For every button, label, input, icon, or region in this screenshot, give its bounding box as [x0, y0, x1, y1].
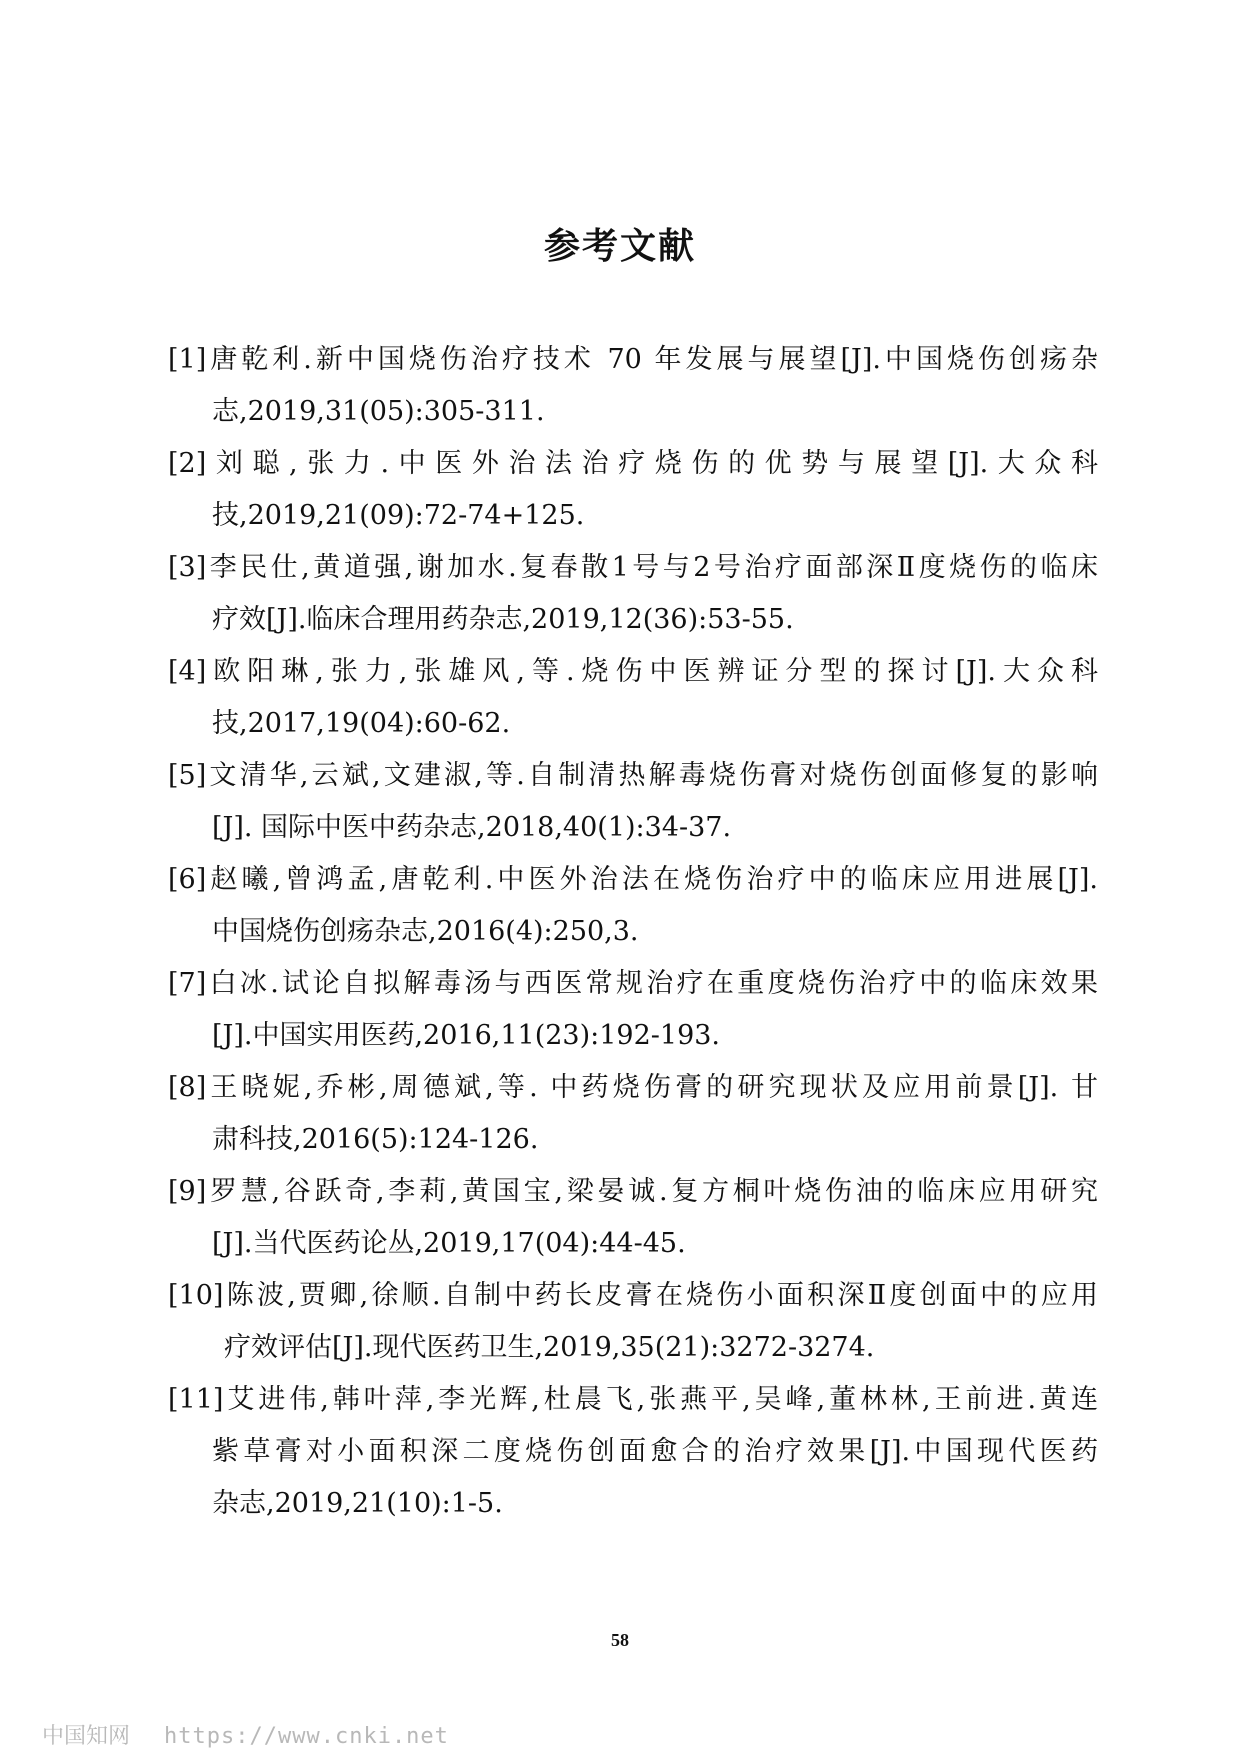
reference-line: [J].中国实用医药,2016,11(23):192-193.	[212, 1020, 721, 1051]
reference-line: [6]赵曦,曾鸿孟,唐乾利.中医外治法在烧伤治疗中的临床应用进展[J].	[168, 864, 1098, 895]
reference-line: 疗效评估[J].现代医药卫生,2019,35(21):3272-3274.	[224, 1332, 875, 1363]
reference-line: [8]王晓妮,乔彬,周德斌,等. 中药烧伤膏的研究现状及应用前景[J]. 甘	[168, 1072, 1098, 1103]
reference-item	[168, 646, 1098, 750]
reference-line: [4]欧阳琳,张力,张雄风,等.烧伤中医辨证分型的探讨[J].大众科	[168, 656, 1098, 687]
reference-item	[168, 1062, 1098, 1166]
watermark-url: https://www.cnki.net	[164, 1724, 449, 1749]
watermark	[42, 1719, 449, 1750]
reference-item	[168, 1270, 1098, 1374]
reference-line: [2]刘聪,张力.中医外治法治疗烧伤的优势与展望[J].大众科	[168, 448, 1098, 479]
reference-line: [5]文清华,云斌,文建淑,等.自制清热解毒烧伤膏对烧伤创面修复的影响	[168, 760, 1098, 791]
reference-list	[168, 334, 1098, 1530]
reference-line: [3]李民仕,黄道强,谢加水.复春散1号与2号治疗面部深Ⅱ度烧伤的临床	[168, 552, 1098, 583]
reference-line: 杂志,2019,21(10):1-5.	[212, 1488, 503, 1519]
reference-item	[168, 1374, 1098, 1530]
page-number: 58	[611, 1630, 629, 1650]
reference-item	[168, 334, 1098, 438]
reference-item	[168, 854, 1098, 958]
reference-line: 中国烧伤创疡杂志,2016(4):250,3.	[212, 916, 639, 947]
watermark-brand: 中国知网	[42, 1724, 131, 1749]
reference-line: [11]艾进伟,韩叶萍,李光辉,杜晨飞,张燕平,吴峰,董林林,王前进.黄连	[168, 1384, 1098, 1415]
reference-line: 疗效[J].临床合理用药杂志,2019,12(36):53-55.	[212, 604, 794, 635]
reference-line: [9]罗慧,谷跃奇,李莉,黄国宝,梁晏诚.复方桐叶烧伤油的临床应用研究	[168, 1176, 1098, 1207]
reference-line: [J]. 国际中医中药杂志,2018,40(1):34-37.	[212, 812, 732, 843]
reference-item	[168, 958, 1098, 1062]
reference-line: 技,2019,21(09):72-74+125.	[212, 500, 585, 531]
reference-line: [10]陈波,贾卿,徐顺.自制中药长皮膏在烧伤小面积深Ⅱ度创面中的应用	[168, 1280, 1098, 1311]
reference-line: 肃科技,2016(5):124-126.	[212, 1124, 539, 1155]
reference-line: 紫草膏对小面积深二度烧伤创面愈合的治疗效果[J].中国现代医药	[212, 1436, 1098, 1467]
reference-line: [7]白冰.试论自拟解毒汤与西医常规治疗在重度烧伤治疗中的临床效果	[168, 968, 1098, 999]
reference-line: [J].当代医药论丛,2019,17(04):44-45.	[212, 1228, 686, 1259]
reference-line: 志,2019,31(05):305-311.	[212, 396, 545, 427]
reference-item	[168, 438, 1098, 542]
reference-line: 技,2017,19(04):60-62.	[212, 708, 511, 739]
reference-item	[168, 1166, 1098, 1270]
reference-item	[168, 750, 1098, 854]
reference-line: [1]唐乾利.新中国烧伤治疗技术 70 年发展与展望[J].中国烧伤创疡杂	[168, 344, 1098, 375]
page-title: 参考文献	[543, 226, 696, 267]
reference-item	[168, 542, 1098, 646]
